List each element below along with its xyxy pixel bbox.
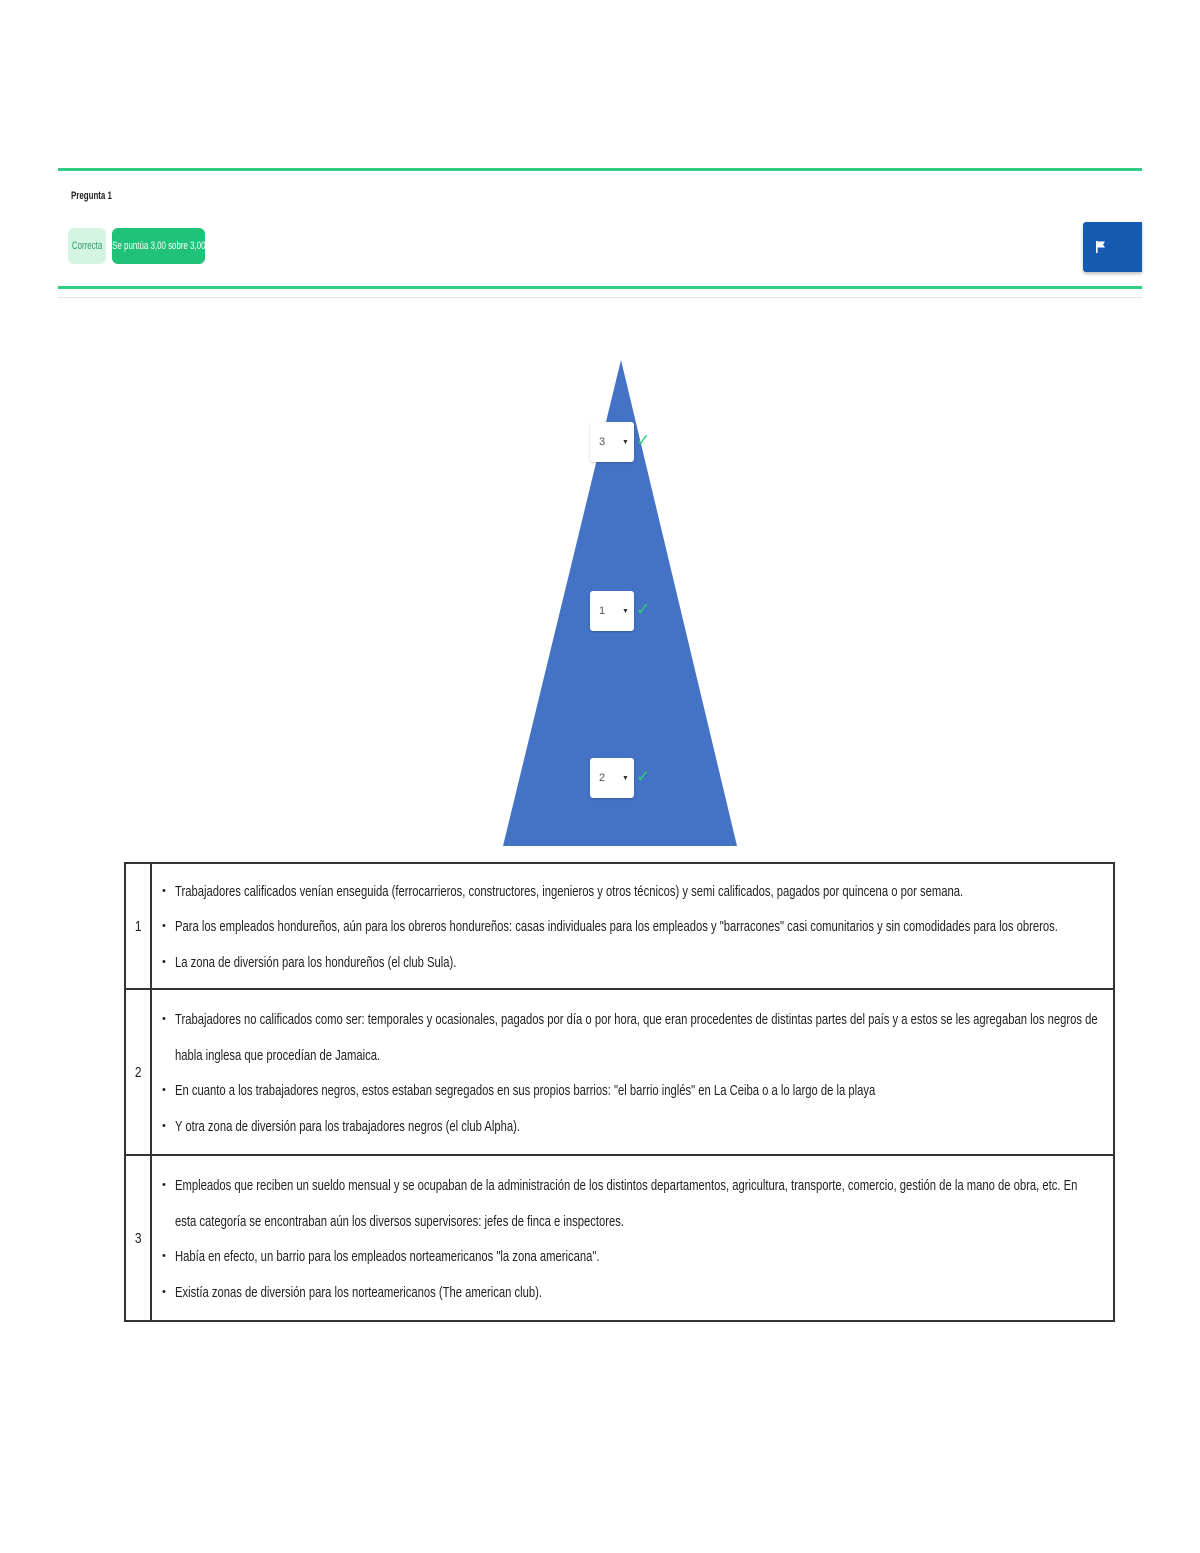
check-icon: ✓: [636, 767, 651, 786]
list-item: [162, 1275, 1103, 1311]
row-number: 3: [134, 1229, 142, 1247]
list-item-text: En cuanto a los trabajadores negros, estos estaban segregados en sus propios barrios: "el barrio inglés" en La Ceiba o a lo largo de la playa: [175, 1082, 876, 1099]
list-item: [162, 874, 1103, 910]
row-number: 2: [134, 1063, 142, 1081]
pyramid-dropdown-top[interactable]: [590, 422, 634, 462]
row-number: 1: [134, 917, 142, 935]
bullet-list: [162, 1168, 1103, 1310]
list-item: [162, 909, 1103, 945]
list-item-text: Empleados que reciben un sueldo mensual y se ocupaban de la administración de los distintos departamentos, agricultura, transporte, comercio, gestión de la mano de obra, etc. En esta categoría se encontraban aún los diversos supervisores: jefes de finca e inspectores.: [175, 1177, 1078, 1230]
bullet-list: [162, 874, 1103, 981]
bullet-list: [162, 1002, 1103, 1144]
dropdown-value: 3: [599, 436, 606, 448]
pyramid-dropdown-bottom[interactable]: [590, 758, 634, 798]
list-item: [162, 945, 1103, 981]
table-row: [125, 1155, 1114, 1321]
status-badge-label: Correcta: [71, 240, 103, 252]
list-item: [162, 1109, 1103, 1145]
check-icon: ✓: [636, 431, 651, 450]
answer-table: [124, 862, 1115, 1322]
list-item-text: Existía zonas de diversión para los norteamericanos (The american club).: [175, 1283, 543, 1301]
dropdown-value: 2: [599, 772, 606, 784]
dropdown-value: 1: [599, 605, 606, 617]
check-icon: ✓: [636, 600, 651, 619]
list-item: [162, 1002, 1103, 1073]
list-item-text: Trabajadores calificados venían enseguida (ferrocarrieros, constructores, ingenieros y otros técnicos) y semi calificados, pagados por quincena o por semana.: [175, 882, 964, 900]
list-item-text: La zona de diversión para los hondureños (el club Sula).: [175, 953, 457, 971]
row-description-cell: [151, 863, 1114, 989]
table-row: [125, 989, 1114, 1155]
pyramid-dropdown-middle[interactable]: [590, 591, 634, 631]
table-row: [125, 863, 1114, 989]
list-item: [162, 1073, 1103, 1109]
row-number-cell: [125, 1155, 151, 1321]
chevron-down-icon: ▼: [622, 438, 629, 446]
list-item-text: Y otra zona de diversión para los trabajadores negros (el club Alpha).: [175, 1117, 520, 1135]
row-description-cell: [151, 1155, 1114, 1321]
chevron-down-icon: ▼: [622, 774, 629, 782]
chevron-down-icon: ▼: [622, 607, 629, 615]
list-item-text: Para los empleados hondureños, aún para los obreros hondureños: casas individuales para los empleados y "barracones" casi comunitarios y sin comodidades para los obreros.: [175, 918, 1058, 936]
score-badge-label: Se puntúa 3,00 sobre 3,00: [111, 240, 206, 252]
list-item-text: Había en efecto, un barrio para los empleados norteamericanos "la zona americana".: [175, 1248, 600, 1265]
question-title: Pregunta 1: [71, 190, 112, 202]
list-item: [162, 1168, 1103, 1239]
list-item-text: Trabajadores no calificados como ser: temporales y ocasionales, pagados por día o por hora, que eran procedentes de distintas partes del país y a estos se les agregaban los negros de habla inglesa que procedían de Jamaica.: [175, 1011, 1098, 1064]
row-number-cell: [125, 989, 151, 1155]
row-description-cell: [151, 989, 1114, 1155]
row-number-cell: [125, 863, 151, 989]
list-item: [162, 1239, 1103, 1275]
